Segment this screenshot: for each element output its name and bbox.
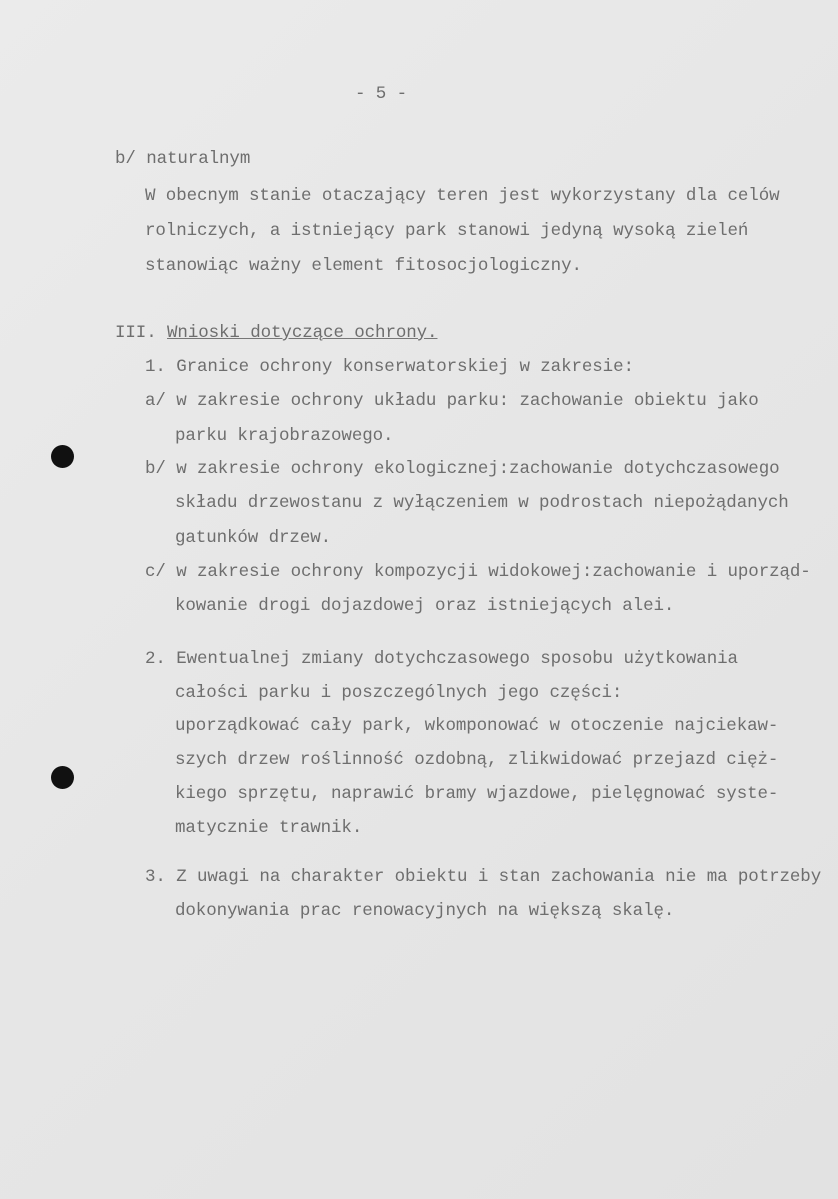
item-1a-line: a/ w zakresie ochrony układu parku: zachowanie obiektu jako: [145, 391, 759, 411]
item-1-heading: 1. Granice ochrony konserwatorskiej w zakresie:: [145, 357, 634, 377]
item-1a-line: parku krajobrazowego.: [175, 426, 394, 446]
page-number: - 5 -: [355, 84, 408, 104]
item-1c-line: kowanie drogi dojazdowej oraz istniejących alei.: [175, 596, 675, 616]
section-b-heading: b/ naturalnym: [115, 149, 251, 169]
item-2-line: kiego sprzętu, naprawić bramy wjazdowe, pielęgnować syste-: [175, 784, 779, 804]
paragraph-line: W obecnym stanie otaczający teren jest wykorzystany dla celów: [145, 186, 780, 206]
item-1b-line: b/ w zakresie ochrony ekologicznej:zachowanie dotychczasowego: [145, 459, 780, 479]
section-iii-heading: [115, 323, 437, 343]
punch-hole: [51, 766, 74, 789]
item-2-line: uporządkować cały park, wkomponować w otoczenie najciekaw-: [175, 716, 779, 736]
item-3-line: 3. Z uwagi na charakter obiektu i stan zachowania nie ma potrzeby: [145, 867, 822, 887]
paragraph-line: stanowiąc ważny element fitosocjologiczny.: [145, 256, 582, 276]
punch-hole: [51, 445, 74, 468]
item-2-line: całości parku i poszczególnych jego części:: [175, 683, 623, 703]
paragraph-line: rolniczych, a istniejący park stanowi jedyną wysoką zieleń: [145, 221, 749, 241]
item-1b-line: składu drzewostanu z wyłączeniem w podrostach niepożądanych: [175, 493, 789, 513]
item-2-line: matycznie trawnik.: [175, 818, 363, 838]
item-1b-line: gatunków drzew.: [175, 528, 332, 548]
item-3-line: dokonywania prac renowacyjnych na większą skalę.: [175, 901, 675, 921]
item-2-line: 2. Ewentualnej zmiany dotychczasowego sposobu użytkowania: [145, 649, 738, 669]
section-number: III.: [115, 323, 157, 343]
section-title: Wnioski dotyczące ochrony.: [167, 323, 438, 343]
item-1c-line: c/ w zakresie ochrony kompozycji widokowej:zachowanie i uporząd-: [145, 562, 811, 582]
item-2-line: szych drzew roślinność ozdobną, zlikwidować przejazd cięż-: [175, 750, 779, 770]
